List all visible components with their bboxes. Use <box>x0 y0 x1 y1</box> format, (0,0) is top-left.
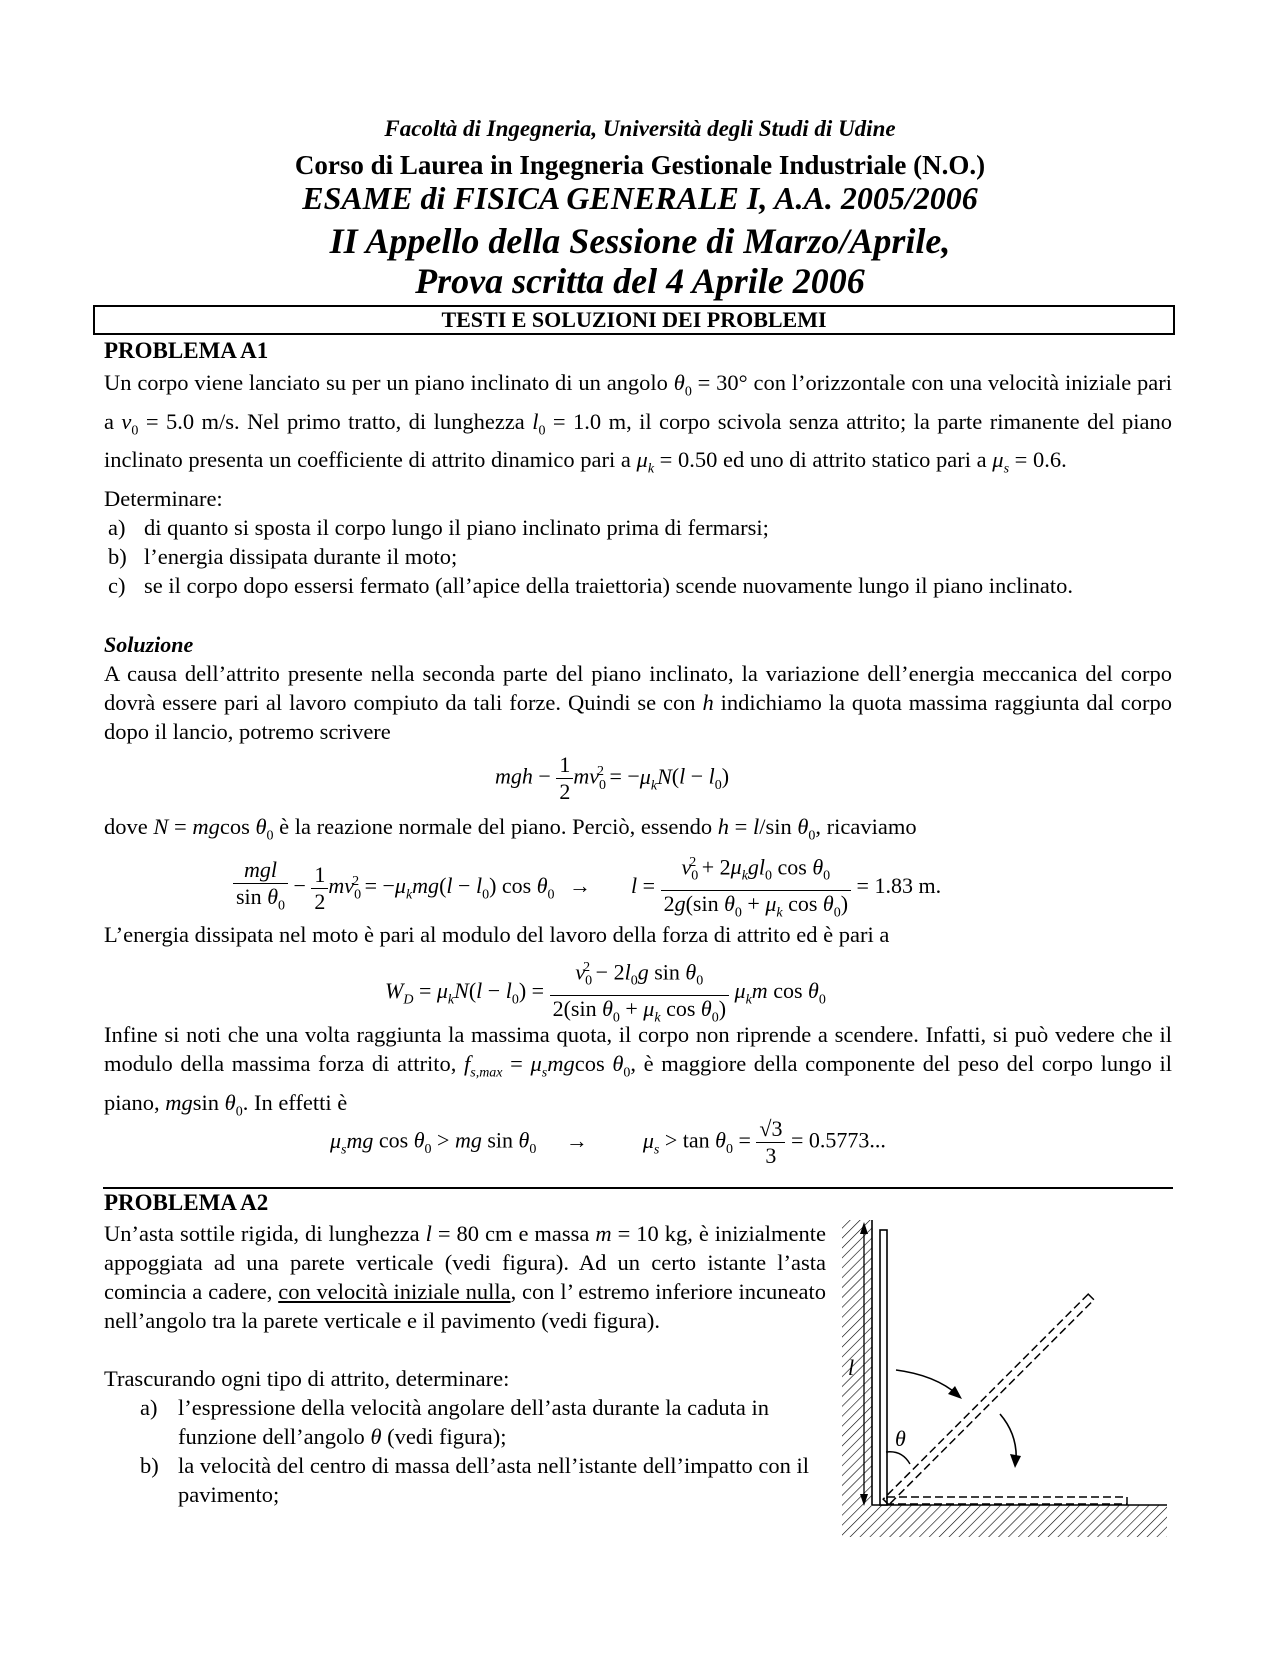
question-b <box>140 1451 830 1509</box>
equation-static-friction: $\mu_smg$ $\cos \theta_0$ > mg $\sin \theta_0 \to \mu_s > \tan \theta_0$ = $\frac{√3}{3}$ = 0.5773... <box>330 1116 886 1168</box>
theta-label: θ <box>895 1426 906 1451</box>
date-title: Prova scritta del 4 Aprile 2006 <box>415 261 865 301</box>
question-label: b) <box>140 1453 159 1478</box>
tan-result: = 0.5773... <box>790 1127 886 1153</box>
question-a <box>140 1393 830 1451</box>
question-a <box>108 513 1172 542</box>
problem-a2-statement: Un’asta sottile rigida, di lunghezza l = 80 cm e massa m = 10 kg, è inizialmente appoggiata ad una parete verticale (vedi figura). Ad un certo istante l’asta comincia a cadere, con velocità iniziale nulla, con l’ estremo inferiore incuneato nell’angolo tra la parete verticale e il pavimento (vedi figura). <box>104 1221 826 1333</box>
problem-a1-statement: Un corpo viene lanciato su per un piano inclinato di un angolo $\theta_0 = 30^\circ$ con l’orizzontale con una velocità iniziale pari a $v_0 = 5.0$ m/s. Nel primo tratto, di lunghezza $l_0 = 1.0$ m, il corpo scivola senza attrito; la parte rimanente del piano inclinato presenta un coefficiente di attrito dinamico pari a $\mu_k = 0.50$ ed uno di attrito statico pari a $\mu_s = 0.6$. <box>104 370 1172 477</box>
falling-rod-figure <box>840 1210 1180 1540</box>
question-text: di quanto si sposta il corpo lungo il piano inclinato prima di fermarsi; <box>144 515 769 540</box>
faculty-line: Facoltà di Ingegneria, Università degli Studi di Udine <box>384 116 896 141</box>
fallen-rod <box>887 1497 1127 1504</box>
question-b <box>108 542 1172 571</box>
equation-length: $\frac{\text{mgl}}{\sin \theta_0}$ − $\frac{1}{2}$ $mv_0^2 = -\mu_kmg(l - l_0)$ $\cos \theta_0 \to l$ = $\frac{v_0^2 + 2\mu_kgl_0 \cos \theta_0}{2g(\sin \theta_0 + \mu_k \cos \theta_0)}$ = 1.83 m. <box>233 850 941 926</box>
question-text: l’energia dissipata durante il moto; <box>144 544 458 569</box>
exam-title: ESAME di FISICA GENERALE I, A.A. 2005/2006 <box>302 180 978 216</box>
question-text: l’espressione della velocità angolare dell’asta durante la caduta in funzione dell’angolo θ (vedi figura); <box>178 1395 769 1449</box>
solution-paragraph-2: dove N = mgcos $\theta_0$ è la reazione normale del piano. Perciò, essendo h = l/sin $\theta_0$, ricaviamo <box>104 814 917 844</box>
length-label: l <box>848 1355 855 1380</box>
floor-hatch <box>842 1505 1167 1537</box>
tilted-rod <box>883 1294 1094 1505</box>
problem-a2-questions <box>140 1393 830 1509</box>
theta-arc <box>886 1452 910 1464</box>
question-label: a) <box>108 515 126 540</box>
rotation-arrow-1 <box>896 1370 958 1395</box>
problem-a2-instruction: Trascurando ogni tipo di attrito, determinare: <box>104 1366 510 1391</box>
determine-label: Determinare: <box>104 486 223 511</box>
solution-paragraph-3: L’energia dissipata nel moto è pari al modulo del lavoro della forza di attrito ed è pari a <box>104 922 890 947</box>
problem-a2-title: PROBLEMA A2 <box>104 1190 269 1215</box>
solution-title: Soluzione <box>104 632 194 657</box>
question-label: c) <box>108 573 126 598</box>
course-line: Corso di Laurea in Ingegneria Gestionale Industriale (N.O.) <box>294 150 986 180</box>
question-text: se il corpo dopo essersi fermato (all’apice della traiettoria) scende nuovamente lungo il piano inclinato. <box>144 573 1074 598</box>
wall-hatch <box>842 1220 872 1505</box>
session-title: II Appello della Sessione di Marzo/Aprile, <box>329 221 951 261</box>
question-label: a) <box>140 1395 158 1420</box>
vertical-rod <box>880 1230 887 1505</box>
question-text: la velocità del centro di massa dell’asta nell’istante dell’impatto con il pavimento; <box>178 1453 810 1507</box>
equation-energy: mgh − $\frac{1}{2}$ $mv_0^2 = -\mu_kN(l - l_0)$ <box>495 752 730 804</box>
section-divider <box>103 1187 1173 1189</box>
problem-a1-questions <box>108 513 1172 600</box>
question-label: b) <box>108 544 127 569</box>
length-result: = 1.83 m. <box>856 873 942 899</box>
solution-paragraph-1: A causa dell’attrito presente nella seconda parte del piano inclinato, la variazione dell’energia meccanica del corpo dovrà essere pari al lavoro compiuto da tali forze. Quindi se con h indichiamo la quota massima raggiunta dal corpo dopo il lancio, potremo scrivere <box>104 661 1172 744</box>
question-c <box>108 571 1172 600</box>
solution-paragraph-4: Infine si noti che una volta raggiunta la massima quota, il corpo non riprende a scendere. Infatti, si può vedere che il modulo della massima forza di attrito, $f_{s,max} = \mu_smgcos$ $\theta_0$, è maggiore della componente del peso del corpo lungo il piano, mgsin $\theta_0$. In effetti è <box>104 1022 1172 1119</box>
equation-dissipated-work: $W_D = \mu_kN(l - l_0)$ = $\frac{v_0^2 - 2l_0g \sin \theta_0}{2(\sin \theta_0 + \mu_k \cos \theta_0)}$ $\mu_km$ $\cos \theta_0$ <box>385 955 826 1031</box>
section-box-title: TESTI E SOLUZIONI DEI PROBLEMI <box>93 305 1175 335</box>
problem-a1-title: PROBLEMA A1 <box>104 338 269 363</box>
